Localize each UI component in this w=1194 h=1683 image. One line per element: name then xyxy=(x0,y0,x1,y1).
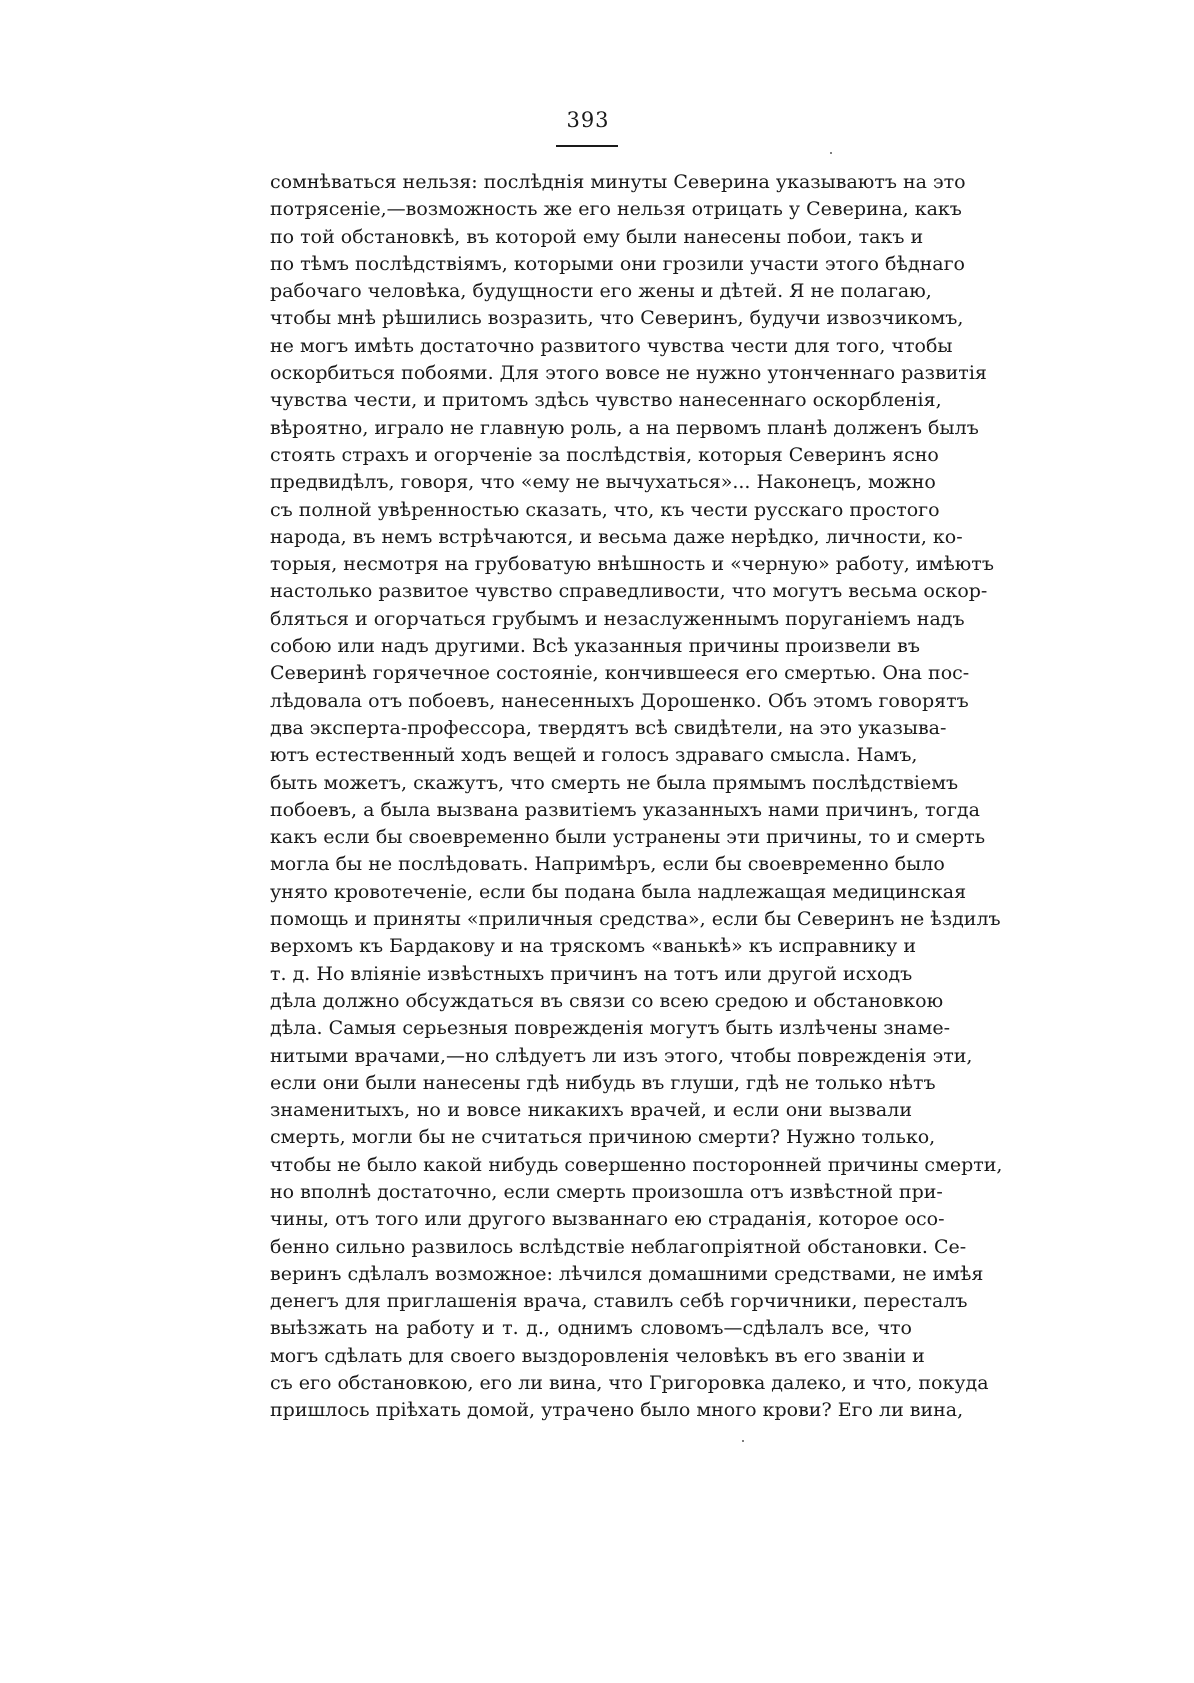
text-line: оскорбиться побоями. Для этого вовсе не нужно утонченнаго развитія xyxy=(270,362,987,385)
text-line: дѣла должно обсуждаться въ связи со всею средою и обстановкою xyxy=(270,989,944,1012)
text-line: какъ если бы своевременно были устранены эти причины, то и смерть xyxy=(270,826,986,849)
text-line: не могъ имѣть достаточно развитого чувства чести для того, чтобы xyxy=(270,334,953,357)
text-line: потрясеніе,—возможность же его нельзя отрицать у Северина, какъ xyxy=(270,198,962,221)
text-line: знаменитыхъ, но и вовсе никакихъ врачей, и если они вызвали xyxy=(270,1099,912,1122)
print-speck xyxy=(742,1440,744,1442)
text-line: чины, отъ того или другого вызваннаго ею страданія, которое осо- xyxy=(270,1208,945,1231)
text-line: чтобы не было какой нибудь совершенно посторонней причины смерти, xyxy=(270,1153,1003,1176)
body-text xyxy=(270,169,1003,1425)
text-line: ютъ естественный ходъ вещей и голосъ здраваго смысла. Намъ, xyxy=(270,744,918,767)
text-line: если они были нанесены гдѣ нибудь въ глуши, гдѣ не только нѣтъ xyxy=(270,1071,936,1094)
text-line: настолько развитое чувство справедливости, что могутъ весьма оскор- xyxy=(270,580,988,603)
text-line: побоевъ, а была вызвана развитіемъ указанныхъ нами причинъ, тогда xyxy=(270,798,980,821)
text-line: стоять страхъ и огорченіе за послѣдствія, которыя Северинъ ясно xyxy=(270,443,939,466)
text-line: бляться и огорчаться грубымъ и незаслуженнымъ поруганіемъ надъ xyxy=(270,607,965,630)
print-speck xyxy=(830,152,832,154)
text-line: Северинѣ горячечное состояніе, кончившееся его смертью. Она пос- xyxy=(270,662,970,685)
text-line: но вполнѣ достаточно, если смерть произошла отъ извѣстной при- xyxy=(270,1180,943,1203)
text-line: нитыми врачами,—но слѣдуетъ ли изъ этого, чтобы поврежденія эти, xyxy=(270,1044,973,1067)
text-line: выѣзжать на работу и т. д., однимъ словомъ—сдѣлалъ все, что xyxy=(270,1317,912,1340)
text-line: чувства чести, и притомъ здѣсь чувство нанесеннаго оскорбленія, xyxy=(270,389,942,412)
text-line: унято кровотеченіе, если бы подана была надлежащая медицинская xyxy=(270,880,967,903)
text-line: т. д. Но вліяніе извѣстныхъ причинъ на тотъ или другой исходъ xyxy=(270,962,913,985)
text-line: съ его обстановкою, его ли вина, что Григоровка далеко, и что, покуда xyxy=(270,1372,989,1395)
text-line: собою или надъ другими. Всѣ указанныя причины произвели въ xyxy=(270,635,920,658)
text-line: веринъ сдѣлалъ возможное: лѣчился домашними средствами, не имѣя xyxy=(270,1262,984,1285)
text-line: два эксперта-профессора, твердятъ всѣ свидѣтели, на это указыва- xyxy=(270,716,947,739)
text-line: бенно сильно развилось вслѣдствіе неблагопріятной обстановки. Се- xyxy=(270,1235,967,1258)
text-line: лѣдовала отъ побоевъ, нанесенныхъ Дорошенко. Объ этомъ говорятъ xyxy=(270,689,969,712)
text-line: помощь и приняты «приличныя средства», если бы Северинъ не ѣздилъ xyxy=(270,908,1001,931)
text-line: смерть, могли бы не считаться причиною смерти? Нужно только, xyxy=(270,1126,936,1149)
page-number: 393 xyxy=(566,108,610,132)
text-line: по той обстановкѣ, въ которой ему были нанесены побои, такъ и xyxy=(270,225,924,248)
text-line: народа, въ немъ встрѣчаются, и весьма даже нерѣдко, личности, ко- xyxy=(270,525,963,548)
text-line: могла бы не послѣдовать. Напримѣръ, если бы своевременно было xyxy=(270,853,945,876)
text-line: торыя, несмотря на грубоватую внѣшность и «черную» работу, имѣютъ xyxy=(270,553,994,576)
text-line: чтобы мнѣ рѣшились возразить, что Северинъ, будучи извозчикомъ, xyxy=(270,307,964,330)
text-line: денегъ для приглашенія врача, ставилъ себѣ горчичники, пересталъ xyxy=(270,1290,968,1313)
text-line: рабочаго человѣка, будущности его жены и дѣтей. Я не полагаю, xyxy=(270,280,932,303)
text-line: дѣла. Самыя серьезныя поврежденія могутъ быть излѣчены знаме- xyxy=(270,1017,951,1040)
text-line: верхомъ къ Бардакову и на тряскомъ «ванькѣ» къ исправнику и xyxy=(270,935,917,958)
text-line: предвидѣлъ, говоря, что «ему не вычухаться»... Наконецъ, можно xyxy=(270,471,936,494)
text-line: сомнѣваться нельзя: послѣднія минуты Северина указываютъ на это xyxy=(270,171,966,193)
text-line: съ полной увѣренностью сказать, что, къ чести русскаго простого xyxy=(270,498,940,521)
text-line: вѣроятно, играло не главную роль, а на первомъ планѣ долженъ былъ xyxy=(270,416,979,439)
text-line: по тѣмъ послѣдствіямъ, которыми они грозили участи этого бѣднаго xyxy=(270,252,965,275)
text-line: пришлось пріѣхать домой, утрачено было много крови? Его ли вина, xyxy=(270,1399,964,1422)
page-number-rule xyxy=(556,145,618,147)
text-line: могъ сдѣлать для своего выздоровленія человѣкъ въ его званіи и xyxy=(270,1344,925,1367)
text-line: быть можетъ, скажутъ, что смерть не была прямымъ послѣдствіемъ xyxy=(270,771,959,794)
